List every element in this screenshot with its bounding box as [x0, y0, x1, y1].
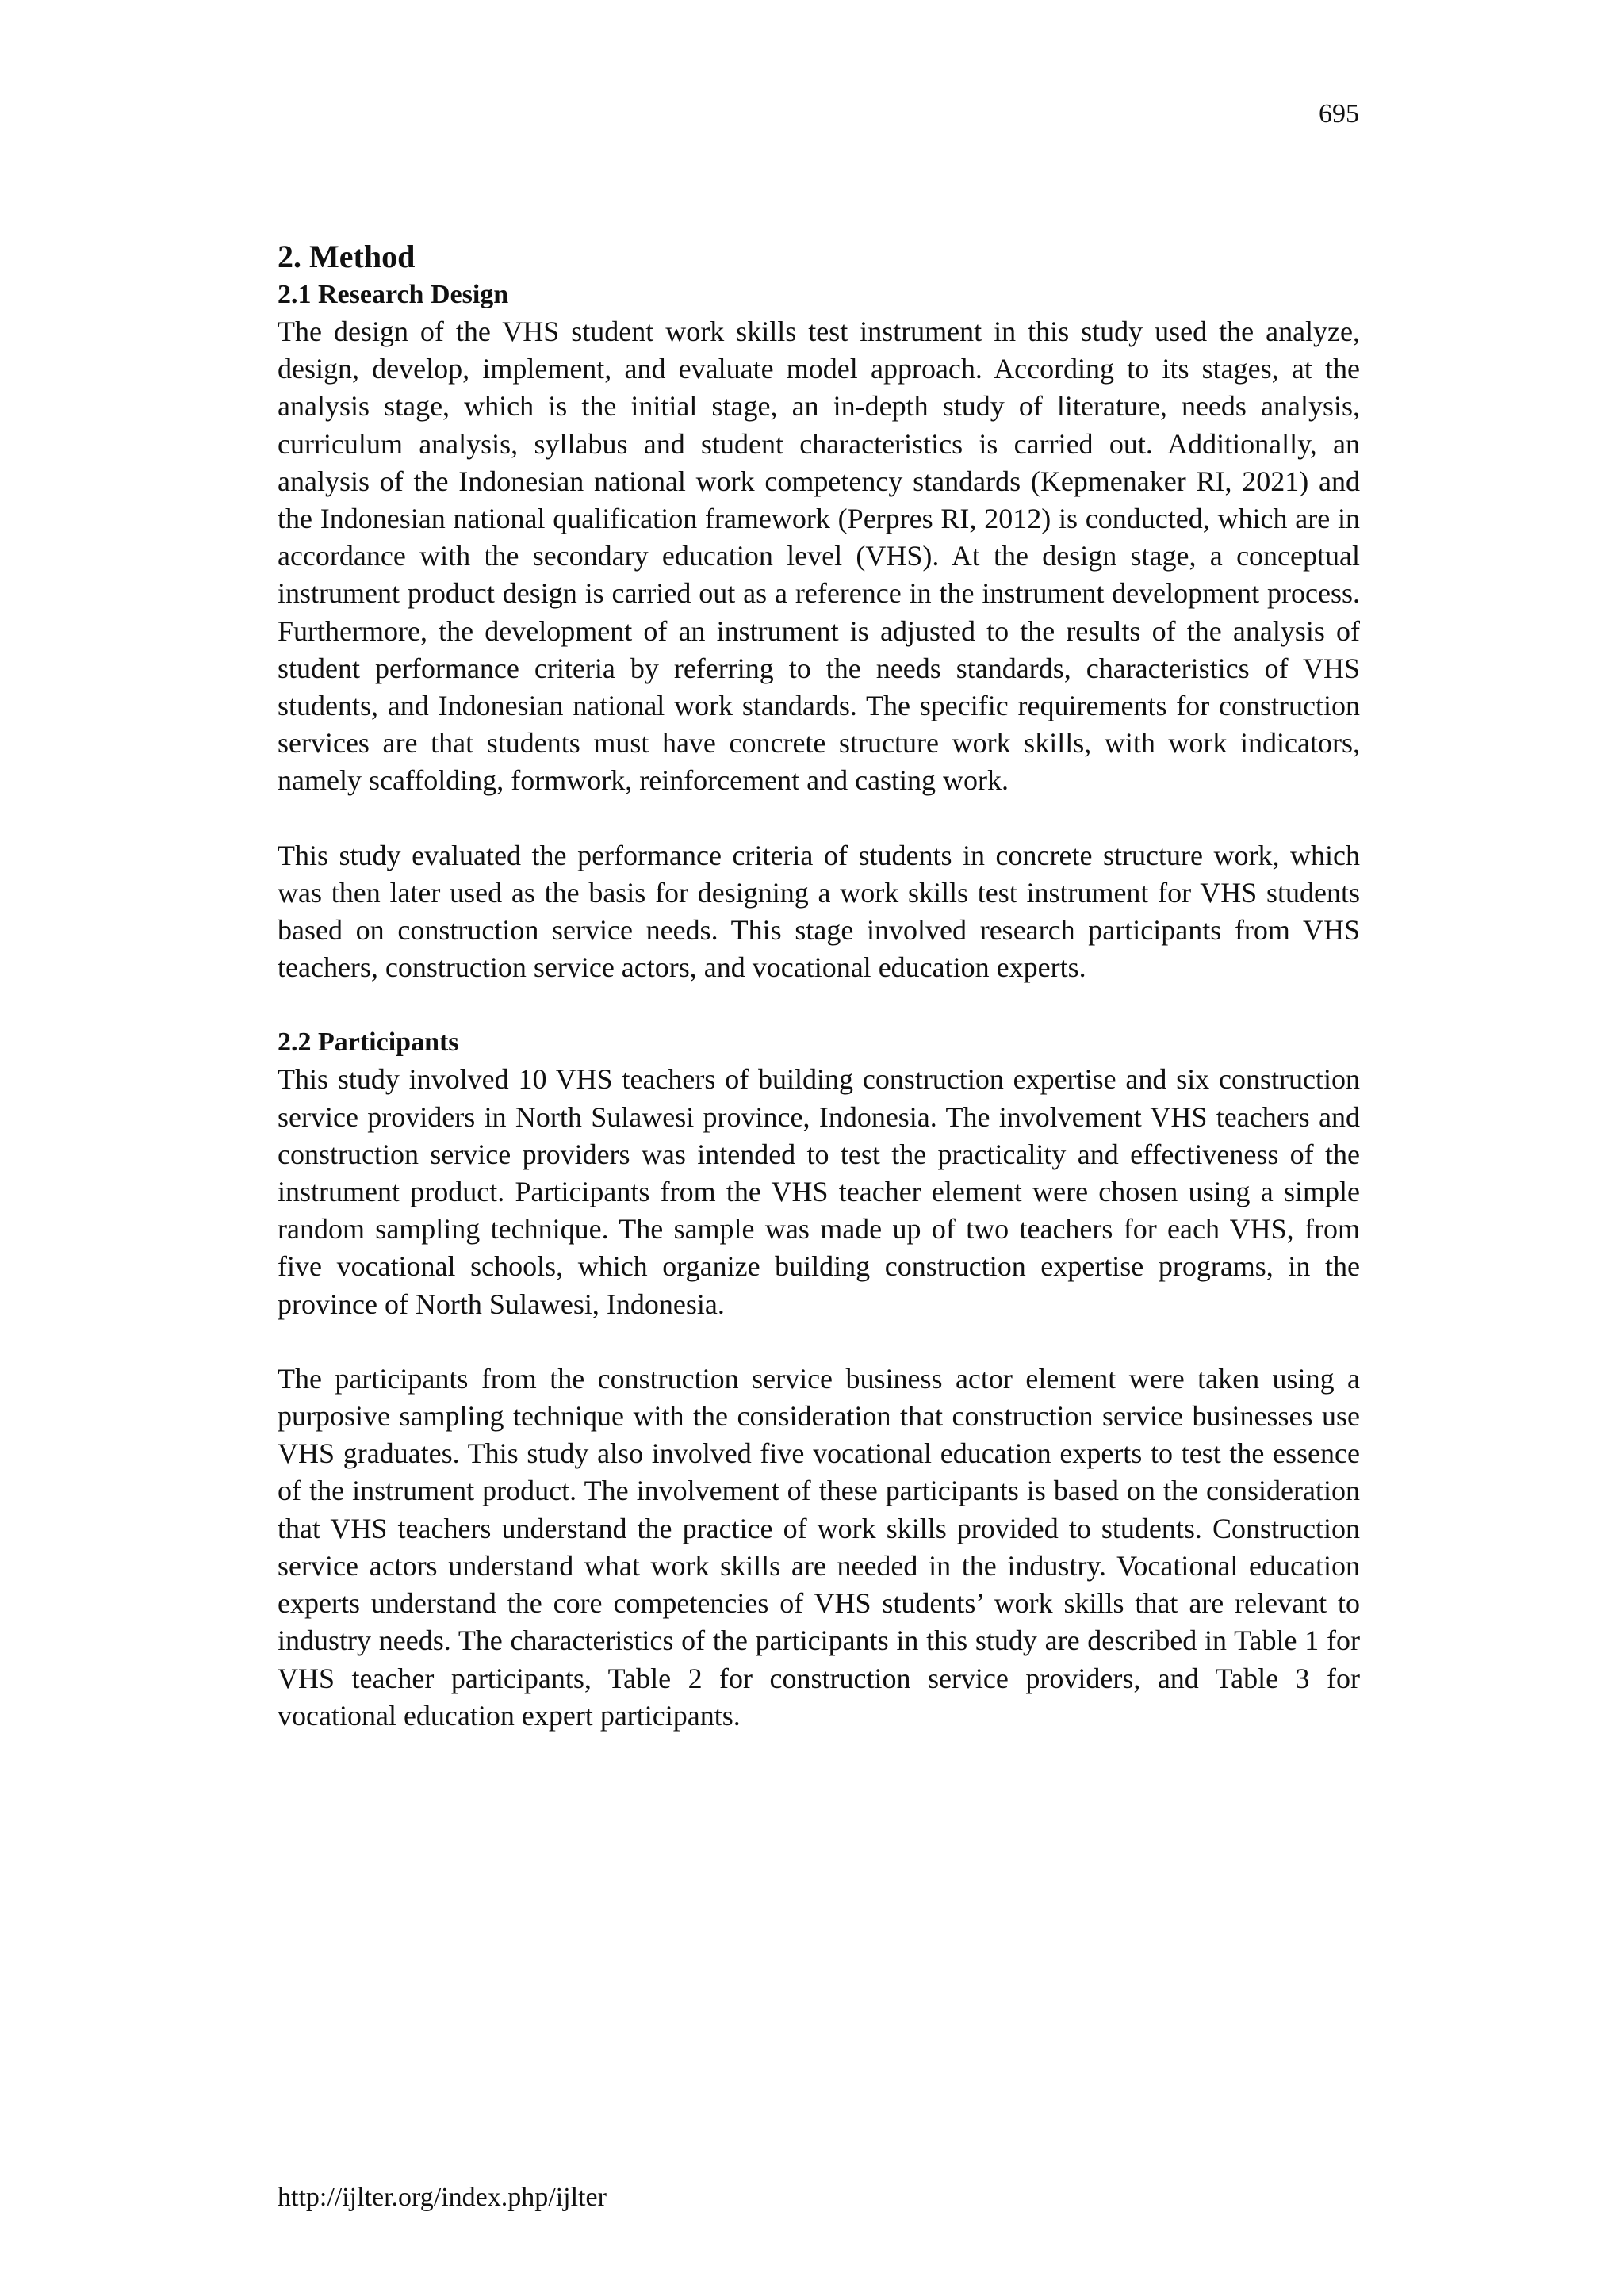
- paragraph-research-design-1: The design of the VHS student work skills test instrument in this study used the analyze, design, develop, implement, and evaluate model approach. According to its stages, at the analysis stage, which is the initial stage, an in-depth study of literature, needs analysis, curriculum analysis, syllabus and student characteristics is carried out. Additionally, an analysis of the Indonesian national work competency standards (Kepmenaker RI, 2021) and the Indonesian national qualification framework (Perpres RI, 2012) is conducted, which are in accordance with the secondary education level (VHS). At the design stage, a conceptual instrument product design is carried out as a reference in the instrument development process. Furthermore, the development of an instrument is adjusted to the results of the analysis of student performance criteria by referring to the needs standards, characteristics of VHS students, and Indonesian national work standards. The specific requirements for construction services are that students must have concrete structure work skills, with work indicators, namely scaffolding, formwork, reinforcement and casting work.: [278, 316, 1360, 797]
- footer-journal-url[interactable]: http://ijlter.org/index.php/ijlter: [278, 2183, 607, 2212]
- page-number: 695: [1319, 99, 1359, 128]
- paragraph-participants-2: The participants from the construction service business actor element were taken using a purposive sampling technique with the consideration that construction service businesses use VHS graduates. This study also involved five vocational education experts to test the essence of the instrument product. The involvement of these participants is based on the consideration that VHS teachers understand the practice of work skills provided to students. Construction service actors understand what work skills are needed in the industry. Vocational education experts understand the core competencies of VHS students’ work skills that are relevant to industry needs. The characteristics of the participants in this study are described in Table 1 for VHS teacher participants, Table 2 for construction service providers, and Table 3 for vocational education expert participants.: [278, 1362, 1360, 1732]
- paragraph-spacer: [278, 1323, 1360, 1360]
- paragraph-spacer: [278, 986, 1360, 1024]
- subsection-heading-research-design: 2.1 Research Design: [278, 280, 509, 309]
- paragraph-research-design-2: This study evaluated the performance criteria of students in concrete structure work, which was then later used as the basis for designing a work skills test instrument for VHS students based on construction service needs. This stage involved research participants from VHS teachers, construction service actors, and vocational education experts.: [278, 839, 1360, 984]
- subsection-heading-participants: 2.2 Participants: [278, 1027, 459, 1058]
- paragraph-spacer: [278, 800, 1360, 837]
- section-heading-method: 2. Method: [278, 239, 416, 274]
- article-body: [278, 238, 1360, 1735]
- paragraph-participants-1: This study involved 10 VHS teachers of building construction expertise and six construction service providers in North Sulawesi province, Indonesia. The involvement VHS teachers and construction service providers was intended to test the practicality and effectiveness of the instrument product. Participants from the VHS teacher element were chosen using a simple random sampling technique. The sample was made up of two teachers for each VHS, from five vocational schools, which organize building construction expertise programs, in the province of North Sulawesi, Indonesia.: [278, 1063, 1360, 1320]
